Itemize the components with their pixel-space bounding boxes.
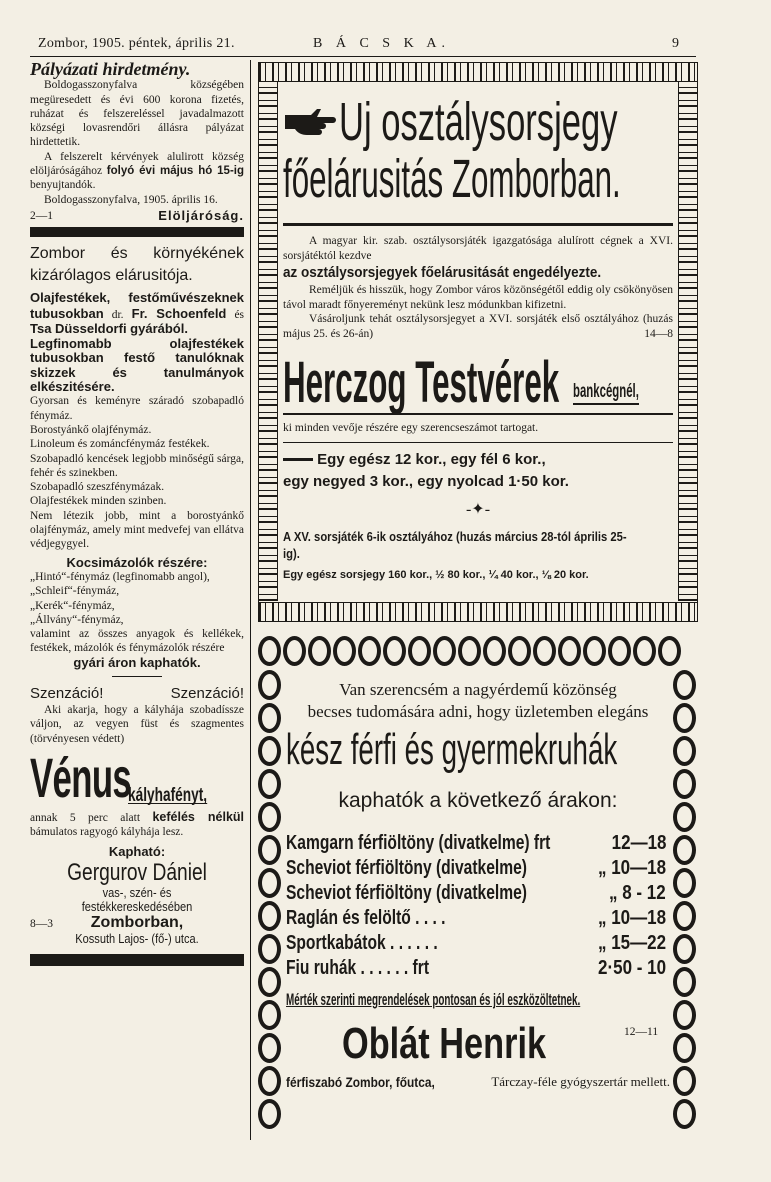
- clothing-headline: kész férfi és gyermekruhák: [286, 725, 618, 774]
- lottery-rule-2: [283, 442, 673, 443]
- left-column: [30, 59, 245, 972]
- bullet-ring-icon: [258, 736, 281, 766]
- meander-border-right: [678, 81, 697, 601]
- price-item-name: Fiu ruhák . . . . . . frt: [286, 957, 430, 979]
- palyazat-sign: Elöljáróság.: [158, 207, 244, 223]
- bullet-ring-icon: [673, 670, 696, 700]
- palyazat-date: Boldogasszonyfalva, 1905. április 16.: [44, 193, 218, 206]
- bullet-ring-icon: [258, 769, 281, 799]
- lottery-content: [283, 89, 673, 595]
- lottery-title-2: főelárusitás Zomborban.: [283, 149, 621, 209]
- palyazat-title: Pályázati hirdetmény.: [30, 59, 191, 79]
- clothing-headline-box: [286, 726, 670, 774]
- ring-border-left: [258, 670, 281, 1132]
- lottery-code: 14—8: [644, 327, 673, 340]
- merchant-city-row: [30, 916, 244, 931]
- bullet-ring-icon: [673, 934, 696, 964]
- bullet-ring-icon: [483, 636, 506, 666]
- price-item-value: „ 15—22: [597, 932, 666, 954]
- bullet-ring-icon: [258, 636, 281, 666]
- column-divider: [250, 60, 251, 1140]
- ring-border-top: [258, 636, 683, 666]
- bullet-ring-icon: [673, 802, 696, 832]
- merchant-name: Gergurov Dániel: [67, 858, 207, 886]
- lottery-text-4: [283, 312, 673, 341]
- bullet-ring-icon: [258, 835, 281, 865]
- merchant-street: Kossuth Lajos- (fő-) utca.: [75, 930, 199, 946]
- szenzacio-left: Szenzáció!: [30, 684, 104, 702]
- tailor-address-b: Tárczay-féle gyógyszertár mellett.: [491, 1074, 670, 1089]
- price-row: [286, 905, 666, 931]
- firm-name: Herczog Testvérek: [283, 350, 560, 415]
- kocsimazolok-heading: Kocsimázolók részére:: [66, 554, 208, 570]
- price-row: [286, 930, 666, 956]
- clothing-code: 12—11: [624, 1026, 659, 1038]
- bullet-ring-icon: [258, 1099, 281, 1129]
- bullet-ring-icon: [508, 636, 531, 666]
- festek-line-2: Legfinomabb olajfestékek tubusokban festő tanulóknak skizzek és tanulmányok elkészitésére.: [30, 336, 244, 395]
- lottery-text-7: Egy egész sorsjegy 160 kor., ½ 80 kor., ¼ 40 kor., ⅛ 20 kor.: [283, 568, 589, 581]
- festek-line-8: Olajfestékek minden szinben.: [30, 495, 167, 508]
- price-row: [286, 955, 666, 981]
- bullet-ring-icon: [258, 703, 281, 733]
- header-rule: [30, 56, 696, 57]
- palyazat-text-2a: A felszerelt kérvények alulirott község elöljáróságához: [30, 150, 244, 178]
- price-item-name: Scheviot férfiöltöny (divatkelme): [286, 882, 527, 904]
- festek-line-3: Gyorsan és keményre száradó szobapadló fénymáz.: [30, 395, 244, 422]
- festek-line-7: Szobapadló szeszfénymázak.: [30, 481, 165, 494]
- palyazat-text-1: Boldogasszonyfalva községében megüresedett és évi 600 korona fizetés, ruházat és felszereléssel javadalmazott községi lovasrendőri állásra pályázat hirdettetik.: [30, 79, 244, 149]
- bullet-ring-icon: [283, 636, 306, 666]
- kocsi-price-line: gyári áron kaphatók.: [73, 654, 201, 670]
- lottery-title-1: Uj osztálysorsjegy: [339, 92, 618, 152]
- bullet-ring-icon: [673, 868, 696, 898]
- venus-brand: Vénus: [30, 745, 132, 809]
- price-item-value: „ 10—18: [597, 907, 666, 929]
- bullet-ring-icon: [458, 636, 481, 666]
- bullet-ring-icon: [258, 1066, 281, 1096]
- tailor-name-box: [342, 1020, 662, 1068]
- festek-line-1d: és: [234, 308, 245, 321]
- bullet-ring-icon: [258, 901, 281, 931]
- festek-line-4: Borostyánkő olajfénymáz.: [30, 423, 152, 436]
- price-item-value: 12—18: [611, 832, 666, 854]
- bullet-ring-icon: [258, 1033, 281, 1063]
- lottery-title-row: [283, 93, 673, 151]
- clothing-ad: [258, 636, 696, 1136]
- bullet-ring-icon: [673, 1000, 696, 1030]
- bullet-ring-icon: [333, 636, 356, 666]
- lottery-prices-1: [283, 449, 673, 471]
- kocsi-item-4: „Állvány“-fénymáz,: [30, 613, 124, 626]
- separator-bar: [30, 227, 244, 237]
- festek-line-5: Linoleum és zománcfénymáz festékek.: [30, 438, 210, 451]
- bullet-ring-icon: [583, 636, 606, 666]
- price-item-value: „ 10—18: [597, 857, 666, 879]
- venus-text-2c: bámulatos ragyogó kályhája lesz.: [30, 826, 184, 839]
- bullet-ring-icon: [673, 835, 696, 865]
- palyazat-sign-row: [30, 209, 244, 223]
- bullet-ring-icon: [673, 967, 696, 997]
- bullet-ring-icon: [673, 901, 696, 931]
- price-item-value: „ 8 - 12: [609, 882, 666, 904]
- meander-border-bottom: [259, 602, 697, 621]
- page-number: 9: [672, 36, 679, 51]
- festek-line-1a: Olajfestékek, festőművészeknek tubusokban: [30, 290, 244, 321]
- merchant-city: Zomborban,: [90, 914, 184, 932]
- bullet-ring-icon: [408, 636, 431, 666]
- lottery-price-1: Egy egész 12 kor., egy fél 6 kor.,: [317, 450, 546, 468]
- festek-line-6: Szobapadló kencések legjobb minőségű sárga, fehér és szinekben.: [30, 452, 244, 479]
- kocsi-item-3: „Kerék“-fénymáz,: [30, 599, 115, 612]
- bullet-ring-icon: [673, 736, 696, 766]
- bullet-ring-icon: [608, 636, 631, 666]
- bullet-ring-icon: [383, 636, 406, 666]
- lottery-text-6: A XV. sorsjáték 6-ik osztályához (huzás március 28-tól április 25-ig).: [283, 529, 627, 561]
- bottom-bar: [30, 954, 244, 966]
- tailor-address: [286, 1074, 670, 1092]
- szenzacio-row: [30, 685, 244, 703]
- lottery-text-3: Reméljük és hisszük, hogy Zombor város közönségétől eddig oly csökönyösen távol maradt főnyereményt nekünk lesz módunkban kifizetni.: [283, 284, 673, 311]
- clothing-note: Mérték szerinti megrendelések pontosan és jól eszközöltetnek.: [286, 990, 581, 1009]
- lottery-text-1: A magyar kir. szab. osztálysorsjáték igazgatósága alulírott cégnek a XVI. sorsjátéktól kezdve: [283, 235, 673, 262]
- bullet-ring-icon: [673, 703, 696, 733]
- palyazat-text-2: [30, 150, 244, 193]
- ring-border-right: [673, 670, 696, 1132]
- merchant-shop: vas-, szén- és festékkereskedésében: [81, 884, 193, 915]
- tailor-name: Oblát Henrik: [342, 1019, 547, 1068]
- lottery-text-4a: Vásároljunk tehát osztálysorsjegyet a XVI. sorsjáték első osztályához (huzás május 25. és 26-án): [283, 313, 673, 340]
- running-header-title: B Á C S K A.: [313, 36, 451, 51]
- star-ornament-icon: -✦-: [465, 500, 491, 518]
- clothing-text-2: becses tudomására adni, hogy üzletemben elegáns: [307, 702, 649, 721]
- bullet-ring-icon: [673, 769, 696, 799]
- venus-text-2b: kefélés nélkül: [152, 809, 244, 824]
- festek-line-1c: Fr. Schoenfeld: [131, 305, 227, 321]
- palyazat-code: 2—1: [30, 209, 53, 222]
- bullet-ring-icon: [258, 967, 281, 997]
- pointing-hand-icon: [283, 105, 339, 139]
- short-rule: [112, 676, 162, 677]
- price-row: [286, 880, 666, 906]
- meander-border-left: [259, 81, 278, 601]
- price-row: [286, 855, 666, 881]
- bullet-ring-icon: [258, 1000, 281, 1030]
- palyazat-deadline: folyó évi május hó 15-ig: [106, 165, 244, 178]
- venus-code: 8—3: [30, 918, 53, 931]
- running-header-date: Zombor, 1905. péntek, április 21.: [38, 36, 235, 51]
- bullet-ring-icon: [673, 1099, 696, 1129]
- meander-border-top: [259, 63, 697, 82]
- bullet-ring-icon: [433, 636, 456, 666]
- venus-subtitle: kályhafényt,: [128, 784, 208, 806]
- bullet-ring-icon: [258, 802, 281, 832]
- lottery-text-2: az osztálysorsjegyek főelárusitását engedélyezte.: [283, 264, 602, 281]
- price-item-name: Raglán és felöltő . . . .: [286, 907, 446, 929]
- bank-label: bankcégnél,: [573, 381, 639, 405]
- bullet-ring-icon: [308, 636, 331, 666]
- clothing-text-1: Van szerencsém a nagyérdemű közönség: [339, 680, 617, 699]
- venus-text-2a: annak 5 perc alatt: [30, 811, 141, 824]
- price-item-value: 2·50 - 10: [597, 957, 666, 979]
- herczog-row: [283, 347, 673, 415]
- venus-text-1: Aki akarja, hogy a kályhája szobadíssze váljon, az vegyen füst és szagmentes (törvényesen védett): [30, 703, 244, 745]
- venus-brand-row: [30, 745, 244, 809]
- clothing-subheading: kaphatók a következő árakon:: [338, 789, 618, 812]
- price-row: [286, 830, 666, 856]
- tailor-address-a: férfiszabó Zombor, főutca,: [286, 1074, 435, 1090]
- lottery-ad: [258, 62, 698, 622]
- festek-line-1b: dr.: [111, 308, 124, 321]
- venus-text-2: [30, 810, 244, 840]
- szenzacio-right: Szenzáció!: [170, 684, 244, 702]
- bullet-ring-icon: [673, 1033, 696, 1063]
- price-item-name: Sportkabátok . . . . . .: [286, 932, 438, 954]
- bullet-ring-icon: [258, 670, 281, 700]
- kocsi-item-2: „Schleif“-fénymáz,: [30, 585, 120, 598]
- palyazat-text-2c: benyujtandók.: [30, 179, 96, 192]
- festek-line-1e: Tsa Düsseldorfi gyárából.: [30, 320, 188, 336]
- kaphato-label: Kapható:: [108, 844, 166, 860]
- bullet-ring-icon: [533, 636, 556, 666]
- bullet-ring-icon: [633, 636, 656, 666]
- bullet-ring-icon: [258, 868, 281, 898]
- bullet-ring-icon: [673, 1066, 696, 1096]
- kocsi-item-1: „Hintó“-fénymáz (legfinomabb angol),: [30, 570, 210, 583]
- arrow-hand-icon: [283, 458, 313, 461]
- festek-line-9: Nem létezik jobb, mint a borostyánkő olajfénymáz, amely mint medvefej van ellátva védjegygyel.: [30, 509, 244, 551]
- kocsi-item-5: valamint az összes anyagok és kellékek, festékek, mázolók és fénymázolók részére: [30, 628, 244, 655]
- festek-heading: Zombor és környékének kizárólagos elárusitója.: [30, 245, 244, 285]
- bullet-ring-icon: [258, 934, 281, 964]
- lottery-text-5: ki minden vevője részére egy szerencseszámot tartogat.: [283, 422, 539, 434]
- lottery-prices-2: egy negyed 3 kor., egy nyolcad 1·50 kor.: [283, 472, 569, 490]
- price-item-name: Kamgarn férfiöltöny (divatkelme) frt: [286, 832, 551, 854]
- lottery-rule: [283, 223, 673, 226]
- bullet-ring-icon: [558, 636, 581, 666]
- clothing-note-box: [286, 988, 670, 1012]
- bullet-ring-icon: [658, 636, 681, 666]
- price-item-name: Scheviot férfiöltöny (divatkelme): [286, 857, 527, 879]
- festek-line-1: [30, 291, 244, 337]
- bullet-ring-icon: [358, 636, 381, 666]
